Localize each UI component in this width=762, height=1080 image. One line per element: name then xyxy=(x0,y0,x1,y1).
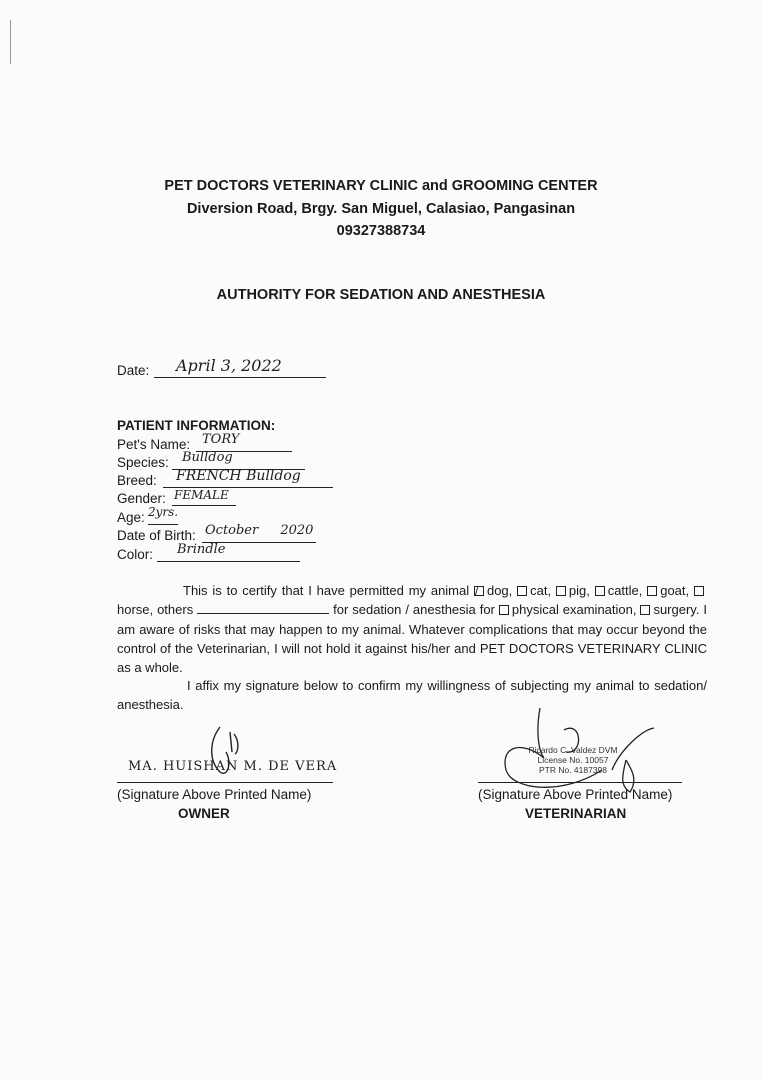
goat-option: goat, xyxy=(660,583,690,598)
clinic-name: PET DOCTORS VETERINARY CLINIC and GROOMING CENTER xyxy=(164,178,598,194)
pig-checkbox xyxy=(556,586,566,596)
clinic-phone: 09327388734 xyxy=(336,223,426,239)
owner-role: OWNER xyxy=(178,806,230,821)
dog-checkbox: / xyxy=(474,586,484,596)
gender-label: Gender: xyxy=(117,491,166,506)
owner-printed-name: MA. HUISHAN M. DE VERA xyxy=(128,759,338,774)
species-value: Bulldog xyxy=(182,450,233,465)
form-title: AUTHORITY FOR SEDATION AND ANESTHESIA xyxy=(216,287,546,303)
gender-line xyxy=(172,505,236,506)
age-label: Age: xyxy=(117,510,145,525)
stamp-ptr: PTR No. 4187398 xyxy=(538,765,608,775)
cattle-option: cattle, xyxy=(607,583,643,598)
pet-name-label: Pet's Name: xyxy=(117,437,191,452)
goat-checkbox xyxy=(647,586,657,596)
stamp-license: License No. 10057 xyxy=(537,755,609,765)
cat-option: cat, xyxy=(530,583,552,598)
patient-heading: PATIENT INFORMATION: xyxy=(117,418,276,433)
surgery-checkbox xyxy=(640,605,650,615)
dob-label: Date of Birth: xyxy=(117,528,196,543)
breed-value: FRENCH Bulldog xyxy=(176,468,301,484)
surgery-option: surgery. I am aware of risks that may happen to my animal. Whatever complications that may occur beyond the control of the Veterinarian, I will not hold it against his/her and PET DOCTORS VETERINARY CLINIC as a whole. xyxy=(117,602,707,676)
date-label: Date: xyxy=(117,363,150,378)
pet-name-value: TORY xyxy=(202,432,240,447)
veterinarian-role: VETERINARIAN xyxy=(525,806,627,821)
dob-value: October 2020 xyxy=(205,523,314,538)
cat-checkbox xyxy=(517,586,527,596)
stamp-name: Ricardo C. Valdez DVM xyxy=(528,745,618,755)
horse-option: horse, others xyxy=(117,602,194,618)
consent-text-for: for sedation / anesthesia for xyxy=(333,602,495,618)
cattle-checkbox xyxy=(595,586,605,596)
age-value: 2yrs. xyxy=(148,505,179,519)
pig-option: pig, xyxy=(568,583,590,598)
veterinarian-caption: (Signature Above Printed Name) xyxy=(478,787,673,802)
physical-exam-option: physical examination, xyxy=(511,602,637,618)
gender-value: FEMALE xyxy=(174,488,229,502)
signature-confirmation-text: I affix my signature below to confirm my willingness of subjecting my animal to sedation/ anesthesia. xyxy=(117,678,707,713)
physical-exam-checkbox xyxy=(499,605,509,615)
scan-mark xyxy=(10,20,11,64)
dog-option: dog, xyxy=(486,583,513,598)
consent-text-intro: This is to certify that I have permitted my animal xyxy=(183,583,470,598)
veterinarian-stamp xyxy=(528,745,618,775)
color-label: Color: xyxy=(117,547,154,562)
date-line xyxy=(154,377,326,378)
others-blank xyxy=(197,603,329,614)
owner-caption: (Signature Above Printed Name) xyxy=(117,787,312,802)
veterinarian-signature-line xyxy=(478,782,682,783)
age-line xyxy=(148,524,178,525)
color-line xyxy=(157,561,300,562)
owner-signature-line xyxy=(117,782,333,783)
species-label: Species: xyxy=(117,455,169,470)
date-value: April 3, 2022 xyxy=(176,356,282,375)
horse-checkbox xyxy=(694,586,704,596)
clinic-address: Diversion Road, Brgy. San Miguel, Calasiao, Pangasinan xyxy=(186,201,576,217)
consent-paragraph xyxy=(117,581,707,677)
color-value: Brindle xyxy=(177,542,226,557)
breed-label: Breed: xyxy=(117,473,157,488)
